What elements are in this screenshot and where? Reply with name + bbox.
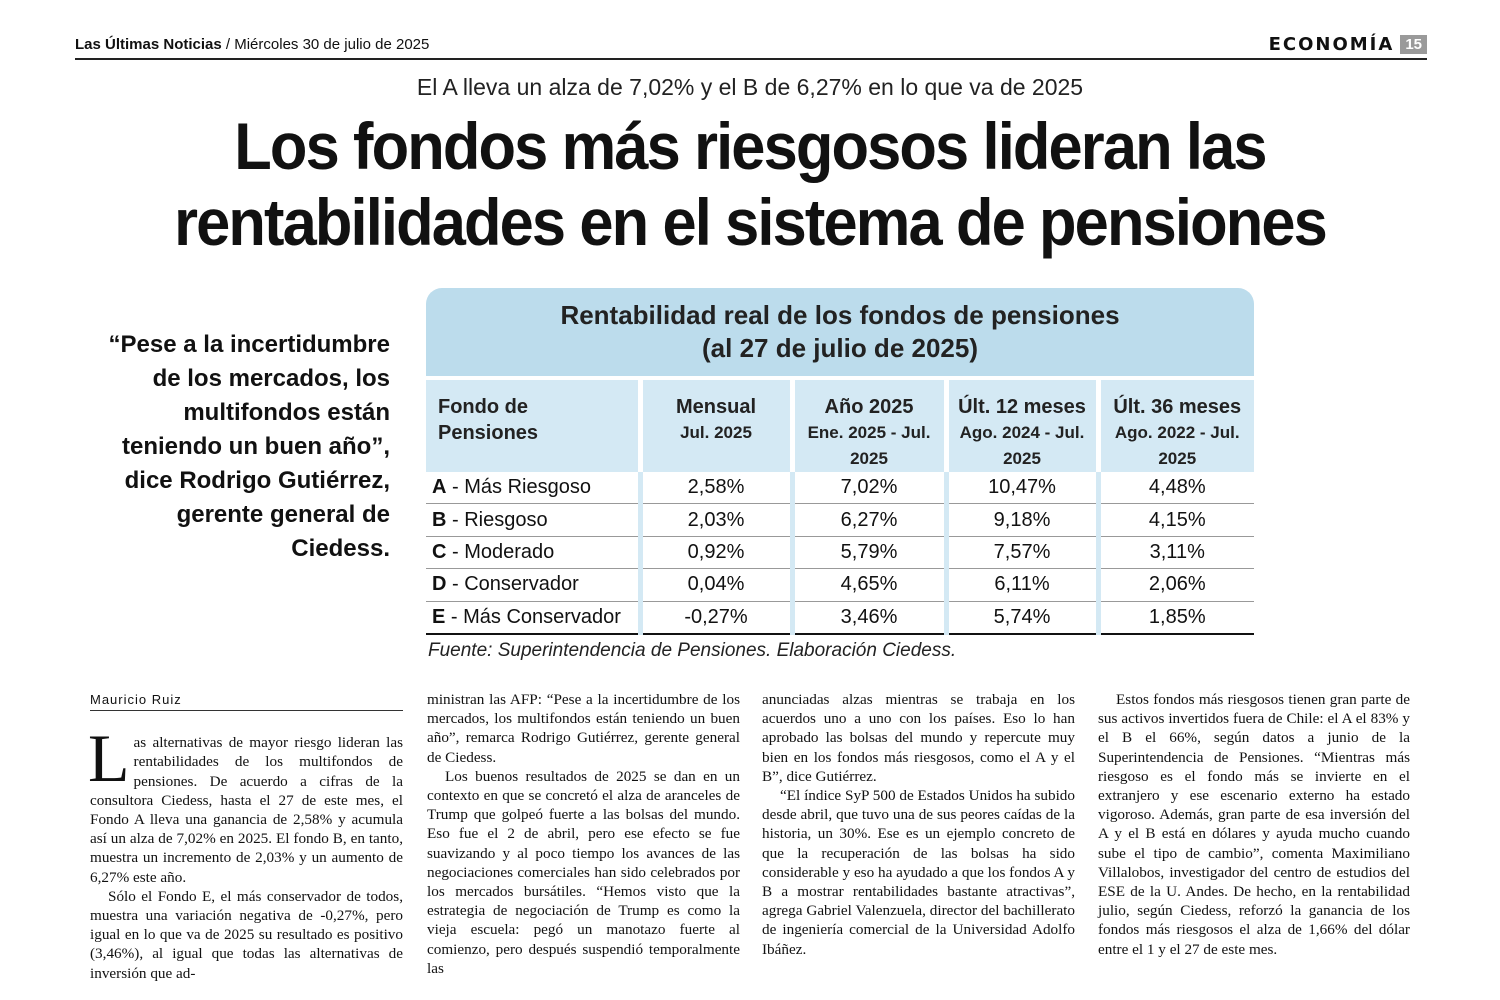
cell-mensual: 2,58% [640,472,792,504]
paragraph: as alternativas de mayor riesgo lideran las rentabilidades de los multifondos de pensiones. De acuerdo a cifras de la consultora Ciedess, hasta el 27 de este mes, el Fondo A lleva una ganancia de 2,58% y acumula así un alza de 7,02% en 2025. El fondo B, en tanto, muestra un incremento de 2,03% y un aumento de 6,27% este año. [90,734,403,886]
cell-36m: 4,15% [1098,504,1254,536]
table-row [426,472,1254,504]
paragraph: ministran las AFP: “Pese a la incertidumbre de los mercados, los multifondos están teniendo un buen año”, remarca Rodrigo Gutiérrez, gerente general de Ciedess. [427,691,740,766]
cell-anio: 4,65% [792,569,946,601]
paragraph: Estos fondos más riesgosos tienen gran parte de sus activos invertidos fuera de Chile: el A el 83% y el B el 66%, según datos a junio de la Superintendencia de Pensiones. “Mientras más riesgoso es el fondo más se invierte en el extranjero y ese escenario externo ha estado vigoroso. Además, gran parte de esa inversión del A y el B está en dólares y ayuda mucho cuando sube el tipo de cambio”, comenta Maximiliano Villalobos, investigador del centro de estudios del ESE de la U. Andes. De hecho, en la rentabilidad julio, según Ciedess, reforzó la ganancia de los fondos más riesgosos el alza de 1,66% del dólar entre el 1 y el 27 de este mes. [1098,691,1410,958]
article-column-4 [1098,690,1410,959]
returns-table [426,380,1254,635]
cell-12m: 7,57% [946,536,1098,568]
paragraph: Sólo el Fondo E, el más conservador de todos, muestra una variación negativa de -0,27%, pero igual en lo que va de 2025 su resultado es positivo (3,46%), al igual que todas las alternativas de inversión que ad- [90,887,403,982]
cell-12m: 6,11% [946,569,1098,601]
table-title [426,288,1254,376]
kicker: El A lleva un alza de 7,02% y el B de 6,27% en lo que va de 2025 [416,74,1084,100]
section-name: ECONOMÍA [1268,34,1395,55]
article-column-3 [762,690,1075,959]
paragraph: anunciadas alzas mientras se trabaja en los acuerdos uno a uno con los países. Eso lo han aprobado las bolsas del mundo y repercute muy bien en los fondos más riesgosos, como el A y el B”, dice Gutiérrez. [762,691,1075,785]
table-title-line-1: Rentabilidad real de los fondos de pensiones [560,300,1120,330]
table-title-line-2: (al 27 de julio de 2025) [702,333,978,363]
fund-name: E - Más Conservador [426,601,640,634]
cell-mensual: 0,92% [640,536,792,568]
cell-anio: 5,79% [792,536,946,568]
table-row [426,536,1254,568]
header-fondo: Fondo de Pensiones [426,380,640,472]
table-header-row [426,380,1254,472]
article-column-1 [90,690,403,983]
paragraph: Los buenos resultados de 2025 se dan en un contexto en que se concretó el alza de aranceles de Trump que golpeó fuerte a las bolsas del mundo. Eso fue el 2 de abril, pero ese efecto se fue suavizando y al poco tiempo los avances de las negociaciones comerciales han sido celebrados por los mercados bursátiles. “Hemos visto que la estrategia de negociación de Trump es como la vieja escuela: pegó un manotazo fuerte al comienzo, pero después suspendió temporalmente las [427,767,740,977]
cell-mensual: 2,03% [640,504,792,536]
headline-line-2: rentabilidades en el sistema de pensiones [174,185,1326,259]
cell-36m: 2,06% [1098,569,1254,601]
header-ult-12-meses: Últ. 12 meses Ago. 2024 - Jul. 2025 [946,380,1098,472]
fund-name: D - Conservador [426,569,640,601]
masthead-left: Las Últimas Noticias / Miércoles 30 de julio de 2025 [75,36,430,53]
cell-anio: 7,02% [792,472,946,504]
table-source: Fuente: Superintendencia de Pensiones. Elaboración Ciedess. [428,639,957,661]
article-column-2 [427,690,740,978]
table-row [426,601,1254,634]
page-number: 15 [1400,35,1427,54]
fund-name: C - Moderado [426,536,640,568]
table-row [426,504,1254,536]
fund-name: A - Más Riesgoso [426,472,640,504]
fund-name: B - Riesgoso [426,504,640,536]
masthead [75,34,1427,60]
cell-mensual: -0,27% [640,601,792,634]
paragraph: “El índice SyP 500 de Estados Unidos ha subido desde abril, que tuvo una de sus peores caídas de la historia, un 30%. Ese es un ejemplo concreto de que la recuperación de las bolsas ha sido considerable y eso ha ayudado a que los fondos A y B a mostrar rentabilidades bastante atractivas”, agrega Gabriel Valenzuela, director del bachillerato de ingeniería comercial de la Universidad Adolfo Ibáñez. [762,787,1075,958]
pull-quote: “Pese a la incertidumbre de los mercados, los multifondos están teniendo un buen año”, dice Rodrigo Gutiérrez, gerente general de Ciedess. [108,331,390,562]
masthead-right [1269,34,1427,55]
header-anio-2025: Año 2025 Ene. 2025 - Jul. 2025 [792,380,946,472]
cell-anio: 3,46% [792,601,946,634]
header-ult-36-meses: Últ. 36 meses Ago. 2022 - Jul. 2025 [1098,380,1254,472]
headline [118,108,1383,260]
cell-12m: 5,74% [946,601,1098,634]
cell-36m: 4,48% [1098,472,1254,504]
newspaper-name: Las Últimas Noticias [75,36,222,53]
issue-date: Miércoles 30 de julio de 2025 [234,36,430,53]
cell-mensual: 0,04% [640,569,792,601]
cell-12m: 10,47% [946,472,1098,504]
cell-36m: 3,11% [1098,536,1254,568]
cell-12m: 9,18% [946,504,1098,536]
cell-36m: 1,85% [1098,601,1254,634]
headline-line-1: Los fondos más riesgosos lideran las [234,109,1266,183]
byline: Mauricio Ruiz [90,690,403,711]
header-mensual: Mensual Jul. 2025 [640,380,792,472]
drop-cap: L [88,720,130,797]
table-row [426,569,1254,601]
cell-anio: 6,27% [792,504,946,536]
returns-table-box [426,288,1254,662]
